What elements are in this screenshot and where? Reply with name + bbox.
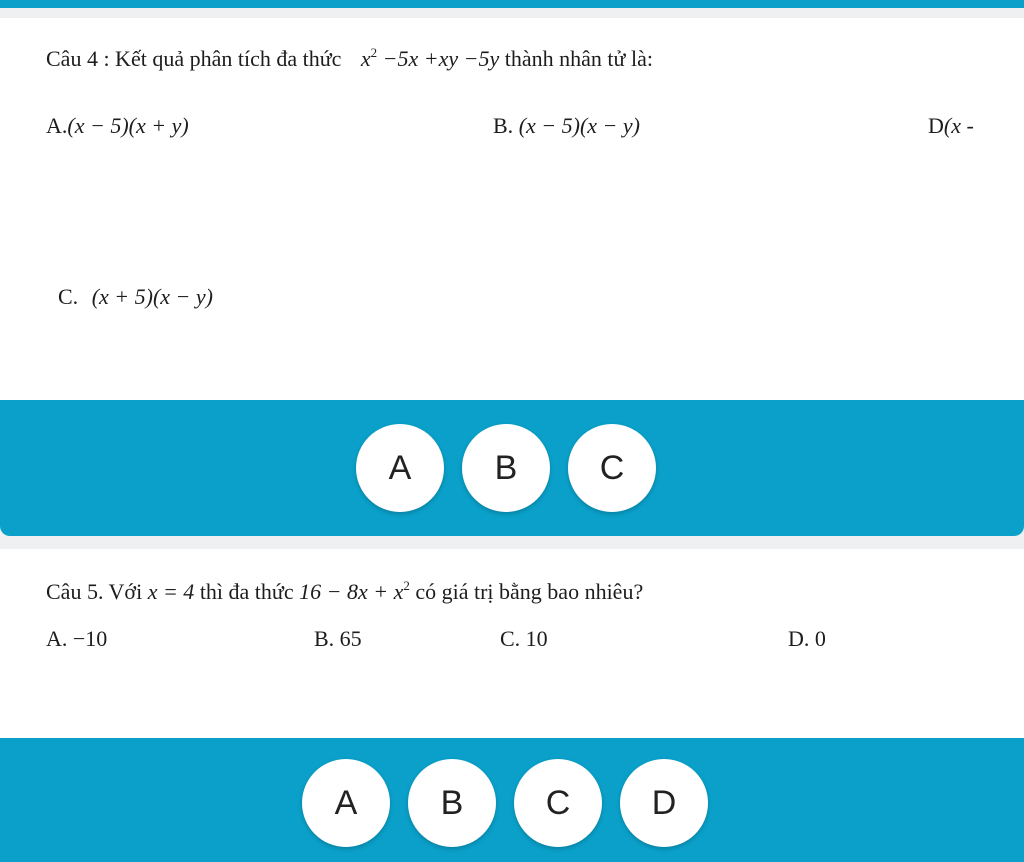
question-5-condition: x = 4: [147, 579, 195, 604]
q5-option-c: C. 10: [500, 626, 548, 651]
question-5-polynomial: $16 - 8x + x^2$: [299, 578, 410, 604]
q5-option-a: A. −10: [46, 626, 108, 651]
q5-answer-button-c[interactable]: C: [514, 759, 602, 847]
question-5-text: Câu 5. Với x = 4 thì đa thức $16 - 8x + x^2$ có giá trị bằng bao nhiêu?: [46, 578, 644, 604]
q5-answer-button-a[interactable]: A: [302, 759, 390, 847]
q5-option-b: B. 65: [314, 626, 362, 651]
q4-option-d: D(x -: [928, 113, 974, 138]
question-5-prefix: Câu 5. Với: [46, 579, 148, 604]
question-4-text: [46, 45, 653, 71]
question-4-polynomial: $x^2 -5x +xy -5y$: [360, 45, 500, 71]
q5-answer-button-b[interactable]: B: [408, 759, 496, 847]
q4-option-a: A.(x − 5)(x + y): [46, 113, 189, 138]
q4-option-b: B. (x − 5)(x − y): [493, 113, 640, 138]
question-4-prefix: Câu 4 : Kết quả phân tích đa thức: [46, 46, 347, 71]
question-4-card: [0, 18, 1024, 402]
q5-option-d: D. 0: [788, 626, 826, 651]
q4-answer-button-c[interactable]: C: [568, 424, 656, 512]
q5-answer-button-d[interactable]: D: [620, 759, 708, 847]
q4-option-c: C. (x + 5)(x − y): [58, 284, 213, 309]
question-4-suffix: thành nhân tử là:: [499, 46, 653, 71]
q4-answer-button-a[interactable]: A: [356, 424, 444, 512]
question-5-answer-bar: [0, 738, 1024, 862]
q4-answer-button-b[interactable]: B: [462, 424, 550, 512]
top-accent-bar: [0, 0, 1024, 8]
